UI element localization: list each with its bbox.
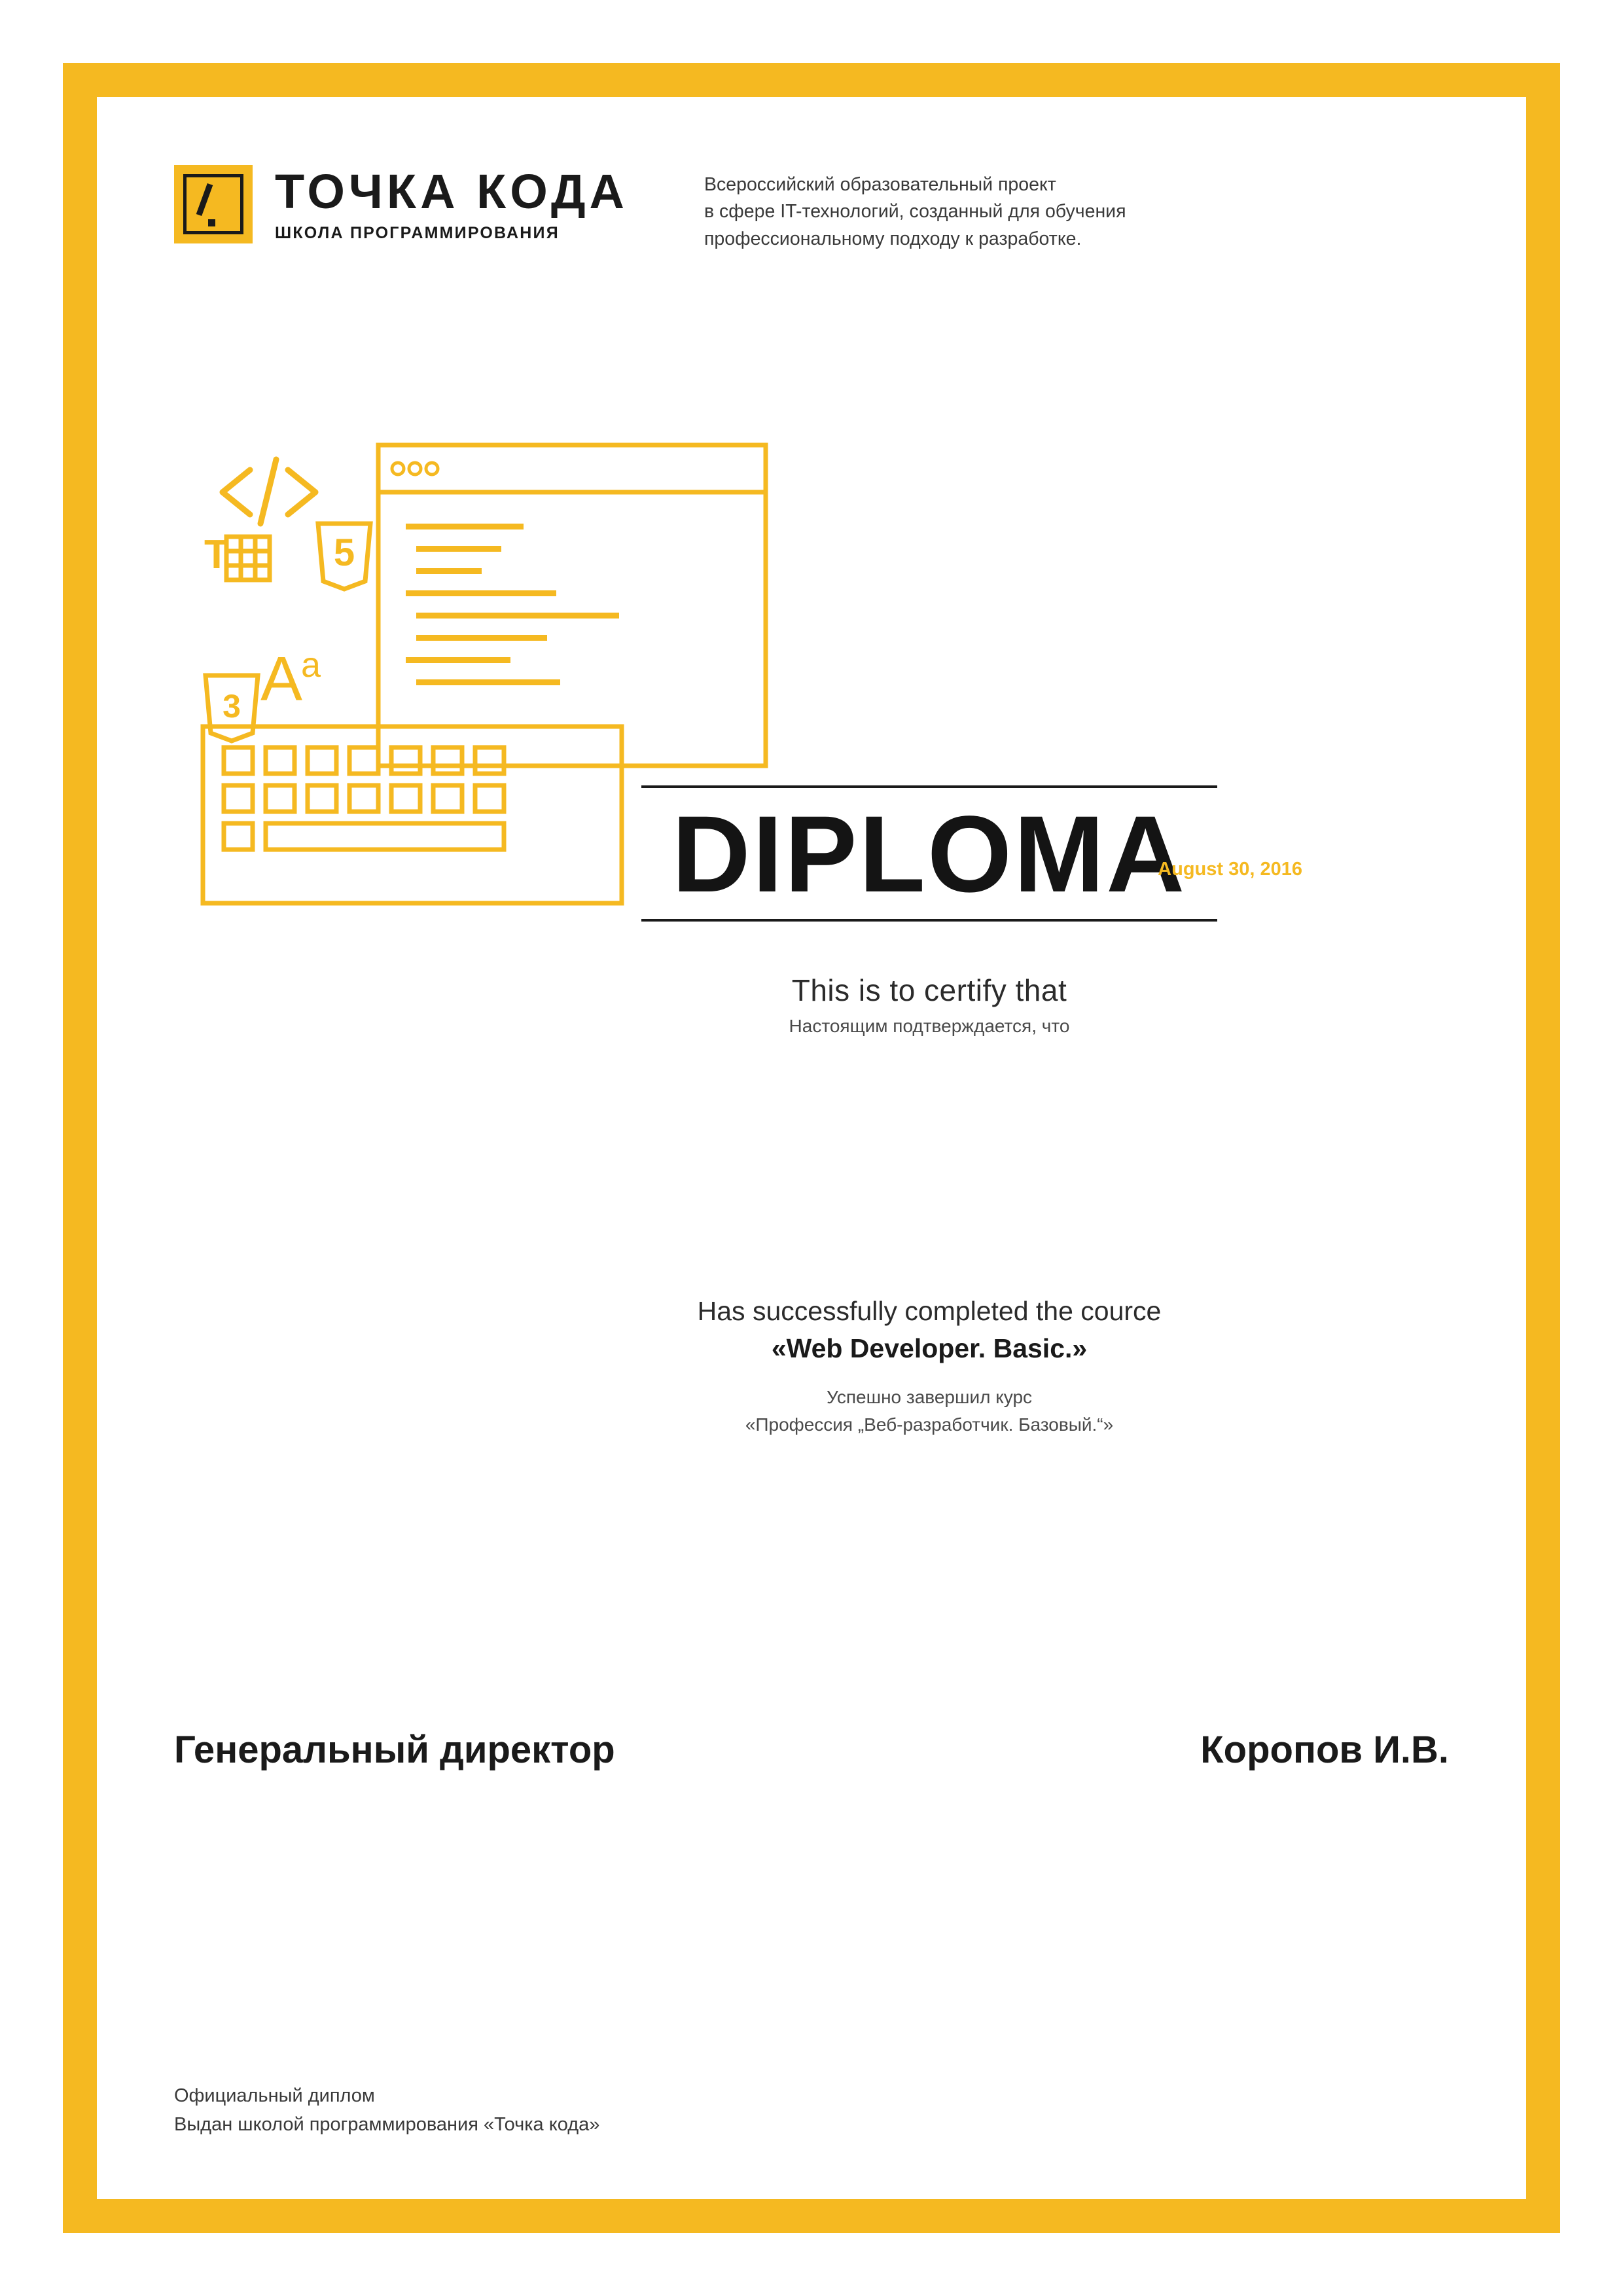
course-text-ru xyxy=(563,1384,1296,1439)
course-name-ru: «Профессия „Веб-разработчик. Базовый.“» xyxy=(745,1414,1114,1435)
course-block xyxy=(563,1296,1296,1439)
svg-text:T: T xyxy=(204,532,229,577)
svg-text:A: A xyxy=(260,644,303,714)
certify-text-en: This is to certify that xyxy=(791,973,1067,1007)
footer-line-1: Официальный диплом xyxy=(174,2085,375,2106)
document-footer xyxy=(174,2082,599,2139)
signatory-name: Коропов И.В. xyxy=(1200,1729,1449,1771)
organization-description-line-2: в сфере IT-технологий, созданный для обучения xyxy=(704,201,1126,223)
certificate-border-inner xyxy=(97,97,1526,2199)
typography-icon xyxy=(260,644,321,714)
browser-window-icon xyxy=(378,445,766,766)
brand-name: ТОЧКА КОДА xyxy=(275,164,628,219)
brand-logo xyxy=(174,165,628,243)
css3-badge-icon xyxy=(205,675,258,741)
html5-badge-icon xyxy=(318,524,370,589)
svg-text:a: a xyxy=(301,645,321,685)
page-title: DIPLOMA xyxy=(671,794,1187,915)
diploma-title-block xyxy=(628,785,1302,1037)
title-rule-bottom xyxy=(641,919,1217,922)
brand-text-block xyxy=(275,165,628,243)
completed-text-ru: Успешно завершил курс xyxy=(826,1387,1033,1407)
logo-mark-dot xyxy=(208,219,215,226)
signatory-title: Генеральный директор xyxy=(174,1729,615,1771)
course-name-en: «Web Developer. Basic.» xyxy=(771,1333,1088,1363)
organization-description-line-3: профессиональному подходу к разработке. xyxy=(704,228,1082,249)
code-brackets-icon xyxy=(223,459,315,524)
svg-text:3: 3 xyxy=(223,688,241,725)
certify-text-ru: Настоящим подтверждается, что xyxy=(789,1015,1070,1036)
svg-text:5: 5 xyxy=(333,531,355,574)
completed-text-en: Has successfully completed the cource xyxy=(697,1296,1162,1326)
title-rule-top xyxy=(641,785,1217,788)
issue-date: August 30, 2016 xyxy=(1158,859,1302,880)
table-icon xyxy=(204,532,270,580)
organization-description-line-1: Всероссийский образовательный проект xyxy=(704,174,1056,195)
document-header xyxy=(174,165,1418,253)
brand-tagline: ШКОЛА ПРОГРАММИРОВАНИЯ xyxy=(275,224,560,242)
logo-mark-icon xyxy=(174,165,253,243)
organization-description xyxy=(704,165,1126,253)
footer-line-2: Выдан школой программирования «Точка кода» xyxy=(174,2113,600,2135)
